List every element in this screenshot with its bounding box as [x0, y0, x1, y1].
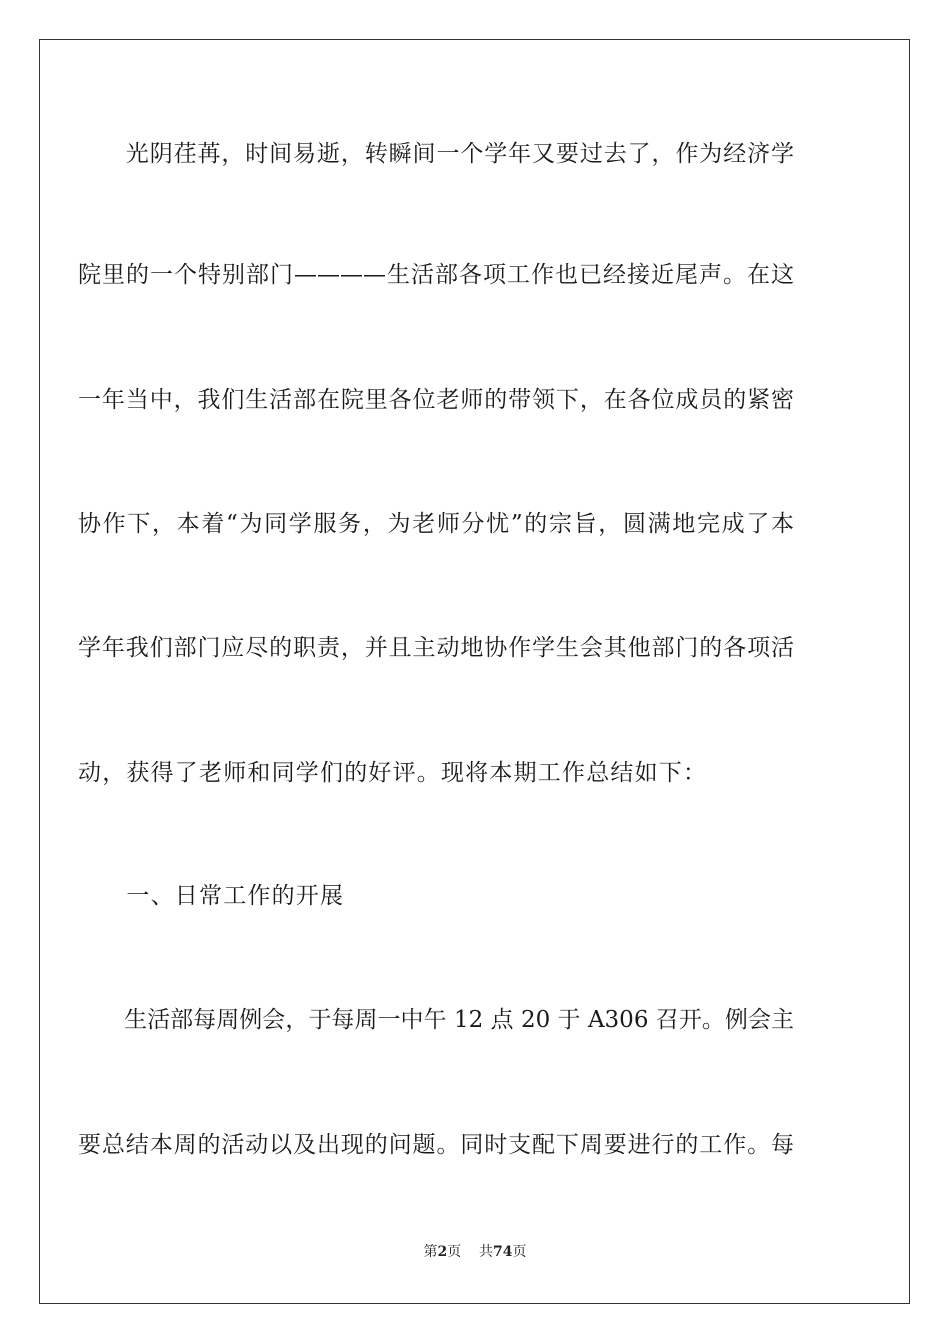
page-footer [0, 1243, 950, 1261]
footer-page-number: 2 [437, 1244, 448, 1260]
paragraph-line-9: 要总结本周的活动以及出现的问题。同时支配下周要进行的工作。每 [78, 1132, 794, 1158]
paragraph-line-1: 光阴荏苒，时间易逝，转瞬间一个学年又要过去了，作为经济学 [78, 141, 794, 167]
paragraph-line-5: 学年我们部门应尽的职责，并且主动地协作学生会其他部门的各项活 [78, 635, 794, 661]
section-heading: 一、日常工作的开展 [78, 883, 345, 909]
footer-total-pages: 74 [493, 1244, 513, 1260]
footer-page-suffix: 页 [447, 1244, 462, 1260]
footer-total-suffix: 页 [512, 1244, 527, 1260]
paragraph-line-2: 院里的一个特别部门————生活部各项工作也已经接近尾声。在这 [78, 262, 794, 288]
paragraph-line-6: 动，获得了老师和同学们的好评。现将本期工作总结如下： [78, 760, 708, 786]
footer-prefix: 第 [423, 1244, 438, 1260]
paragraph-line-8: 生活部每周例会，于每周一中午 12 点 20 于 A306 召开。例会主 [78, 1007, 794, 1033]
page-border [39, 39, 910, 1304]
footer-total-prefix: 共 [479, 1244, 494, 1260]
paragraph-line-3: 一年当中，我们生活部在院里各位老师的带领下，在各位成员的紧密 [78, 387, 794, 413]
paragraph-line-4: 协作下，本着“为同学服务，为老师分忧”的宗旨，圆满地完成了本 [78, 511, 794, 537]
